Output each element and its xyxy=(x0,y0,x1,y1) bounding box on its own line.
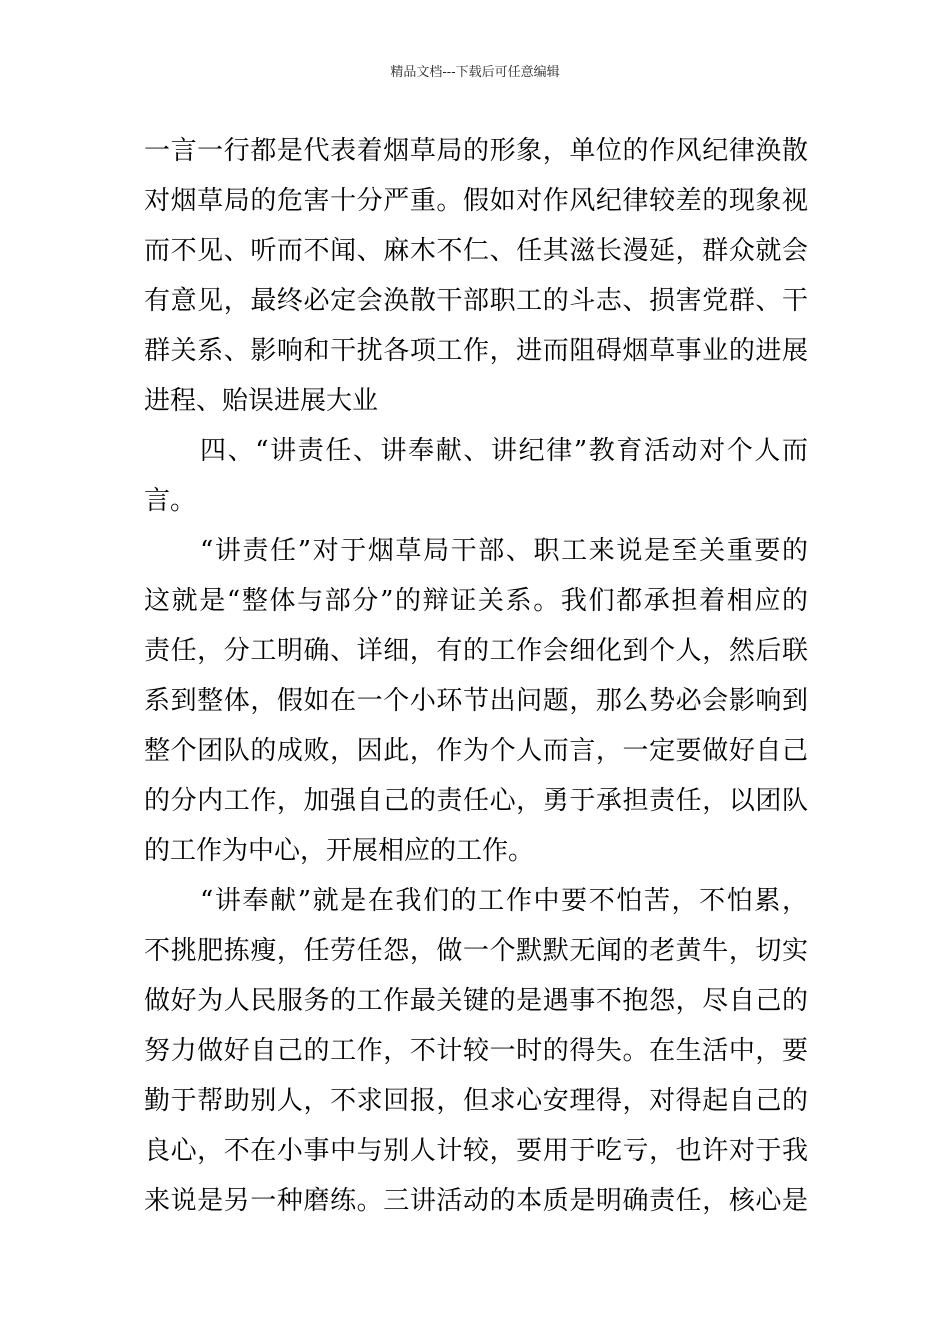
text-line: 群关系、影响和干扰各项工作，进而阻碍烟草事业的进展 xyxy=(144,336,808,366)
text-line: 不挑肥拣瘦，任劳任怨，做一个默默无闻的老黄牛，切实 xyxy=(144,936,808,966)
text-line: 努力做好自己的工作，不计较一时的得失。在生活中，要 xyxy=(144,1036,808,1066)
paragraph xyxy=(144,126,808,426)
text-line: 的分内工作，加强自己的责任心，勇于承担责任，以团队 xyxy=(144,786,808,816)
text-line: 一言一行都是代表着烟草局的形象，单位的作风纪律涣散 xyxy=(144,136,808,166)
text-line: “讲责任”对于烟草局干部、职工来说是至关重要的 xyxy=(200,536,808,566)
paragraph xyxy=(144,876,808,1226)
text-line: 良心，不在小事中与别人计较，要用于吃亏，也许对于我 xyxy=(144,1136,808,1166)
text-line: 勤于帮助别人，不求回报，但求心安理得，对得起自己的 xyxy=(144,1086,808,1116)
text-line: 整个团队的成败，因此，作为个人而言，一定要做好自己 xyxy=(144,736,808,766)
text-line: 而不见、听而不闻、麻木不仁、任其滋长漫延，群众就会 xyxy=(144,236,808,266)
text-line: 系到整体，假如在一个小环节出问题，那么势必会影响到 xyxy=(144,686,808,716)
text-line: 有意见，最终必定会涣散干部职工的斗志、损害党群、干 xyxy=(144,286,808,316)
text-line: 言。 xyxy=(144,486,197,516)
text-line: 做好为人民服务的工作最关键的是遇事不抱怨，尽自己的 xyxy=(144,986,808,1016)
section-heading xyxy=(144,426,808,526)
text-line: 责任，分工明确、详细，有的工作会细化到个人，然后联 xyxy=(144,636,808,666)
document-body xyxy=(144,126,808,1226)
text-line: “讲奉献”就是在我们的工作中要不怕苦，不怕累， xyxy=(200,886,808,916)
page-header: 精品文档---下载后可任意编辑 xyxy=(390,65,560,80)
text-line: 来说是另一种磨练。三讲活动的本质是明确责任，核心是 xyxy=(144,1186,808,1216)
text-line: 这就是“整体与部分”的辩证关系。我们都承担着相应的 xyxy=(144,586,808,616)
text-line: 的工作为中心，开展相应的工作。 xyxy=(144,836,535,866)
text-line: 对烟草局的危害十分严重。假如对作风纪律较差的现象视 xyxy=(144,186,808,216)
paragraph xyxy=(144,526,808,876)
text-line: 进程、贻误进展大业 xyxy=(144,386,379,416)
text-line: 四、“讲责任、讲奉献、讲纪律”教育活动对个人而 xyxy=(200,436,808,466)
